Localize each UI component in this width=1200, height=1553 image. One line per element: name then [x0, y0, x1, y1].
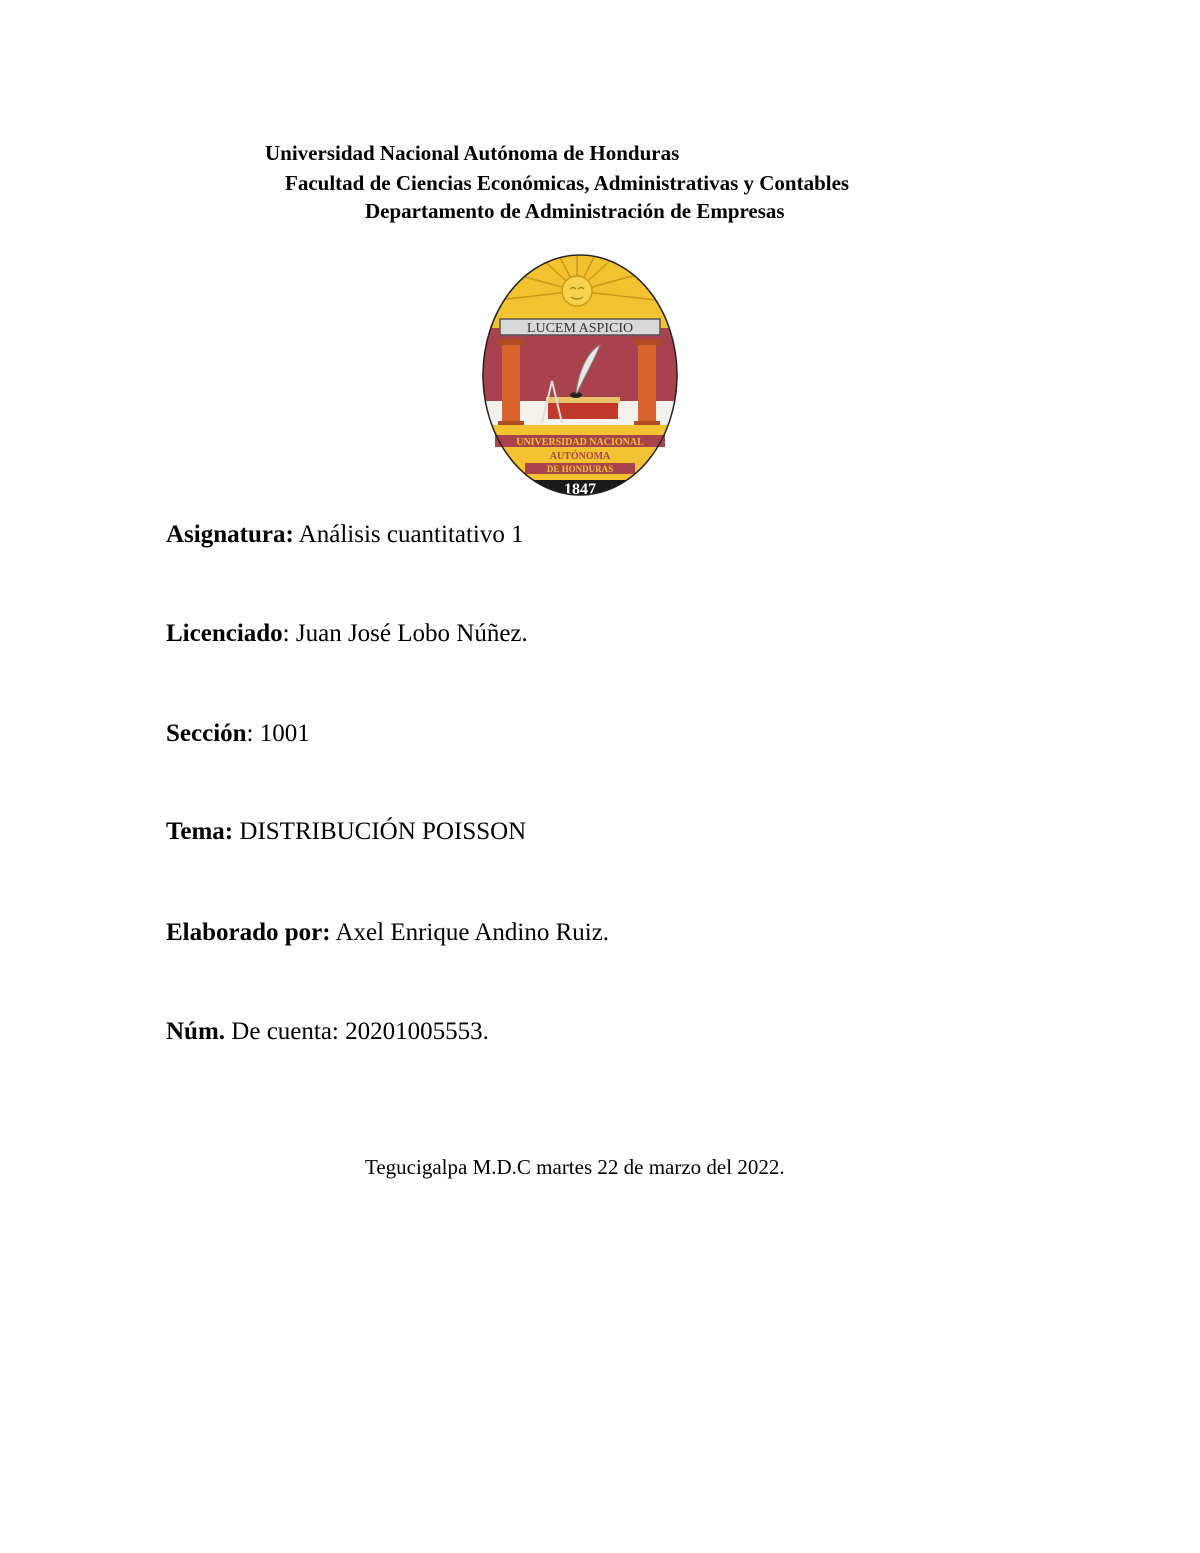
field-label: Elaborado por: [166, 919, 331, 946]
seal-name-line2: AUTÓNOMA [549, 451, 611, 462]
place-date: Tegucigalpa M.D.C martes 22 de marzo del 2022. [365, 1155, 785, 1179]
field-label: Núm. [166, 1018, 226, 1045]
seal-name-line1: UNIVERSIDAD NACIONAL [516, 437, 644, 448]
field-label: Asignatura: [166, 521, 294, 548]
field-label: Tema: [166, 818, 234, 845]
field-value: Axel Enrique Andino Ruiz. [330, 919, 610, 946]
field-cuenta [166, 1019, 489, 1044]
seal-motto: LUCEM ASPICIO [526, 321, 634, 336]
field-label: Sección [166, 720, 247, 747]
sun-icon [562, 276, 592, 306]
field-value: Análisis cuantitativo 1 [293, 521, 524, 548]
field-value: DISTRIBUCIÓN POISSON [233, 818, 527, 845]
seal-year: 1847 [564, 481, 596, 498]
field-licenciado [166, 621, 528, 646]
field-value: De cuenta: 20201005553. [225, 1018, 489, 1045]
field-seccion [166, 721, 310, 746]
field-value: : 1001 [246, 720, 310, 747]
field-label: Licenciado [166, 620, 283, 647]
seal-name-line3: DE HONDURAS [546, 464, 614, 474]
field-elaborado [166, 920, 609, 945]
university-name: Universidad Nacional Autónoma de Honduras [265, 141, 680, 165]
field-tema [166, 819, 526, 844]
field-value: : Juan José Lobo Núñez. [282, 620, 528, 647]
faculty-name: Facultad de Ciencias Económicas, Administrativas y Contables [285, 171, 850, 195]
department-name: Departamento de Administración de Empresas [365, 199, 785, 223]
university-seal [480, 253, 680, 498]
field-asignatura [166, 522, 524, 547]
